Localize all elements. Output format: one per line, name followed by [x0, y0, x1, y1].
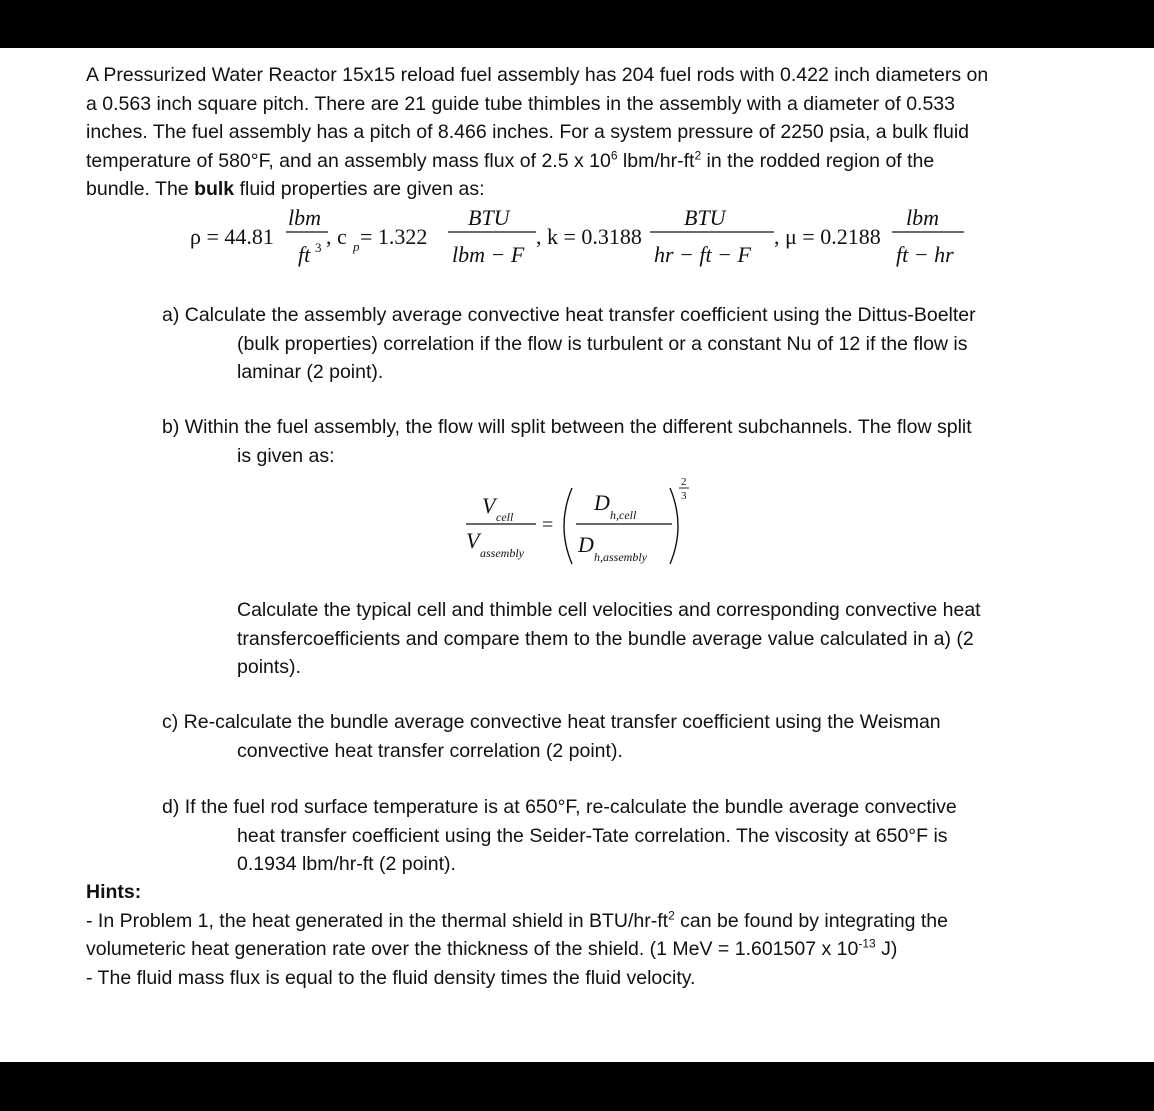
rho-unit-num: lbm: [288, 205, 321, 230]
intro-paragraph: [86, 61, 988, 204]
part-b-line: b) Within the fuel assembly, the flow will split between the different subchannels. The flow split: [162, 416, 972, 438]
flow-split-equation: [460, 468, 700, 568]
intro-line: temperature of 580°F, and an assembly mass flux of 2.5 x $10^6$ lbm/$hr-ft^2$ in the rodded region of the: [86, 148, 935, 172]
eq-cell-sub: cell: [496, 510, 514, 524]
part-b-task-line: Calculate the typical cell and thimble cell velocities and corresponding convective heat: [237, 599, 981, 621]
mu-value: , μ = 0.2188: [774, 224, 881, 249]
eq-equals: =: [542, 514, 554, 536]
eq-d-cell: D: [594, 490, 610, 515]
part-c: [162, 708, 1062, 765]
top-black-band: [0, 0, 1154, 48]
cp-subscript: p: [353, 239, 360, 254]
eq-d-assembly: D: [578, 532, 594, 557]
cp-unit-den: lbm − F: [452, 242, 525, 267]
intro-line: bundle. The bulk fluid properties are given as:: [86, 178, 485, 200]
cp-unit-num: BTU: [468, 205, 510, 230]
hint-line: volumeteric heat generation rate over the thickness of the shield. (1 MeV = 1.601507 x $10^{-13}$ J): [86, 936, 898, 960]
fluid-properties-equation: [180, 200, 980, 272]
eq-exp-num: 2: [681, 476, 687, 488]
bulk-emphasis: bulk: [194, 178, 235, 200]
part-a-line: a) Calculate the assembly average convective heat transfer coefficient using the Dittus-Boelter: [162, 304, 976, 326]
eq-v-assembly: V: [466, 528, 480, 553]
rho-unit-exp: 3: [315, 240, 322, 255]
part-b-line: is given as:: [237, 444, 335, 467]
part-a-line: (bulk properties) correlation if the flow is turbulent or a constant Nu of 12 if the flow is: [237, 332, 968, 355]
intro-line: inches. The fuel assembly has a pitch of 8.466 inches. For a system pressure of 2250 psia, a bulk fluid: [86, 121, 970, 143]
k-value: , k = 0.3188: [536, 224, 642, 249]
mu-unit-num: lbm: [906, 205, 939, 230]
hint-line: - The fluid mass flux is equal to the fluid density times the fluid velocity.: [86, 966, 696, 989]
bottom-black-band: [0, 1062, 1154, 1111]
rho-value: ρ = 44.81: [190, 224, 274, 249]
rho-unit-den: ft: [298, 242, 311, 267]
hints-section: [86, 878, 948, 992]
part-a-line: laminar (2 point).: [237, 361, 384, 383]
part-b-task: [237, 596, 1137, 682]
intro-line: A Pressurized Water Reactor 15x15 reload fuel assembly has 204 fuel rods with 0.422 inch diameters on: [86, 64, 989, 86]
eq-assembly-sub: assembly: [480, 546, 524, 560]
eq-exp-den: 3: [681, 490, 687, 502]
part-d-line: d) If the fuel rod surface temperature is at 650°F, re-calculate the bundle average convective: [162, 796, 957, 818]
part-d-line: 0.1934 lbm/hr-ft (2 point).: [237, 853, 456, 875]
part-b-task-line: transfercoefficients and compare them to the bundle average value calculated in a) (2: [237, 627, 974, 650]
cp-value: = 1.322: [360, 224, 428, 249]
hints-title: Hints:: [86, 881, 142, 903]
intro-line: a 0.563 inch square pitch. There are 21 guide tube thimbles in the assembly with a diameter of 0.533: [86, 92, 955, 115]
k-unit-den: hr − ft − F: [654, 242, 751, 267]
part-d-line: heat transfer coefficient using the Seider-Tate correlation. The viscosity at 650°F is: [237, 824, 948, 847]
eq-hassembly-sub: h,assembly: [594, 550, 647, 564]
document-page: [0, 48, 1154, 1062]
eq-hcell-sub: h,cell: [610, 508, 637, 522]
part-b: [162, 413, 1062, 470]
part-c-line: convective heat transfer correlation (2 point).: [237, 739, 623, 762]
eq-v-cell: V: [482, 493, 496, 518]
part-d: [162, 793, 1062, 879]
part-c-line: c) Re-calculate the bundle average convective heat transfer coefficient using the Weisman: [162, 711, 941, 733]
part-a: [162, 301, 1062, 387]
k-unit-num: BTU: [684, 205, 726, 230]
hint-line: - In Problem 1, the heat generated in the thermal shield in BTU/$hr-ft^2$ can be found by integrating the: [86, 908, 948, 932]
cp-label: , c: [326, 224, 347, 249]
mu-unit-den: ft − hr: [896, 242, 954, 267]
part-b-task-line: points).: [237, 656, 301, 678]
